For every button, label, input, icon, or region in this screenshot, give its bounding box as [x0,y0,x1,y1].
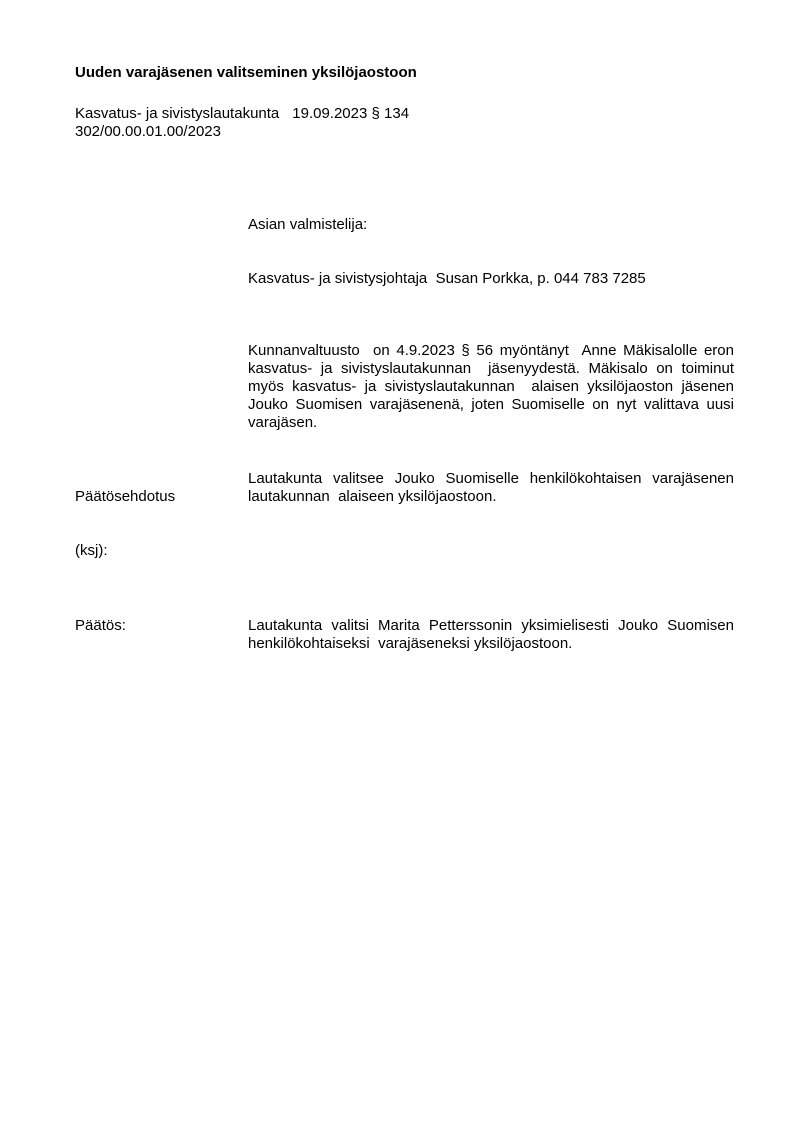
decision-section [75,617,739,653]
preparer-section [75,180,734,324]
decision-label: Päätös: [75,617,126,634]
committee-name: Kasvatus- ja sivistyslautakunta [75,105,280,122]
proposal-label-block [75,452,248,596]
background-section [75,342,739,432]
preparer-block [248,180,734,324]
meeting-date-section: 19.09.2023 § 134 [292,105,410,122]
meta-block [75,105,734,141]
meta-line-committee [75,105,734,123]
decision-text: Lautakunta valitsi Marita Petterssonin yksimielisesti Jouko Suomisen henkilökohtaiseksi varajäseneksi yksilöjaostoon. [248,617,739,652]
preparer-value: Kasvatus- ja sivistysjohtaja Susan Porkka, p. 044 783 7285 [248,270,646,287]
background-paragraph: Kunnanvaltuusto on 4.9.2023 § 56 myöntänyt Anne Mäkisalolle eron kasvatus- ja sivistyslautakunnan jäsenyydestä. Mäkisalo on toiminut myös kasvatus- ja sivistyslautakunnan alaisen yksilöjaoston jäsenen Jouko Suomisen varajäsenenä, joten Suomiselle on nyt valittava uusi varajäsen. [248,342,739,431]
proposal-section [75,452,739,596]
proposal-sublabel: (ksj): [75,542,108,559]
preparer-label: Asian valmistelija: [248,216,368,233]
case-number: 302/00.00.01.00/2023 [75,123,221,140]
proposal-label: Päätösehdotus [75,488,176,505]
document-title: Uuden varajäsenen valitseminen yksilöjaostoon [75,64,417,81]
proposal-text: Lautakunta valitsee Jouko Suomiselle henkilökohtaisen varajäsenen lautakunnan alaiseen yksilöjaostoon. [248,470,739,505]
